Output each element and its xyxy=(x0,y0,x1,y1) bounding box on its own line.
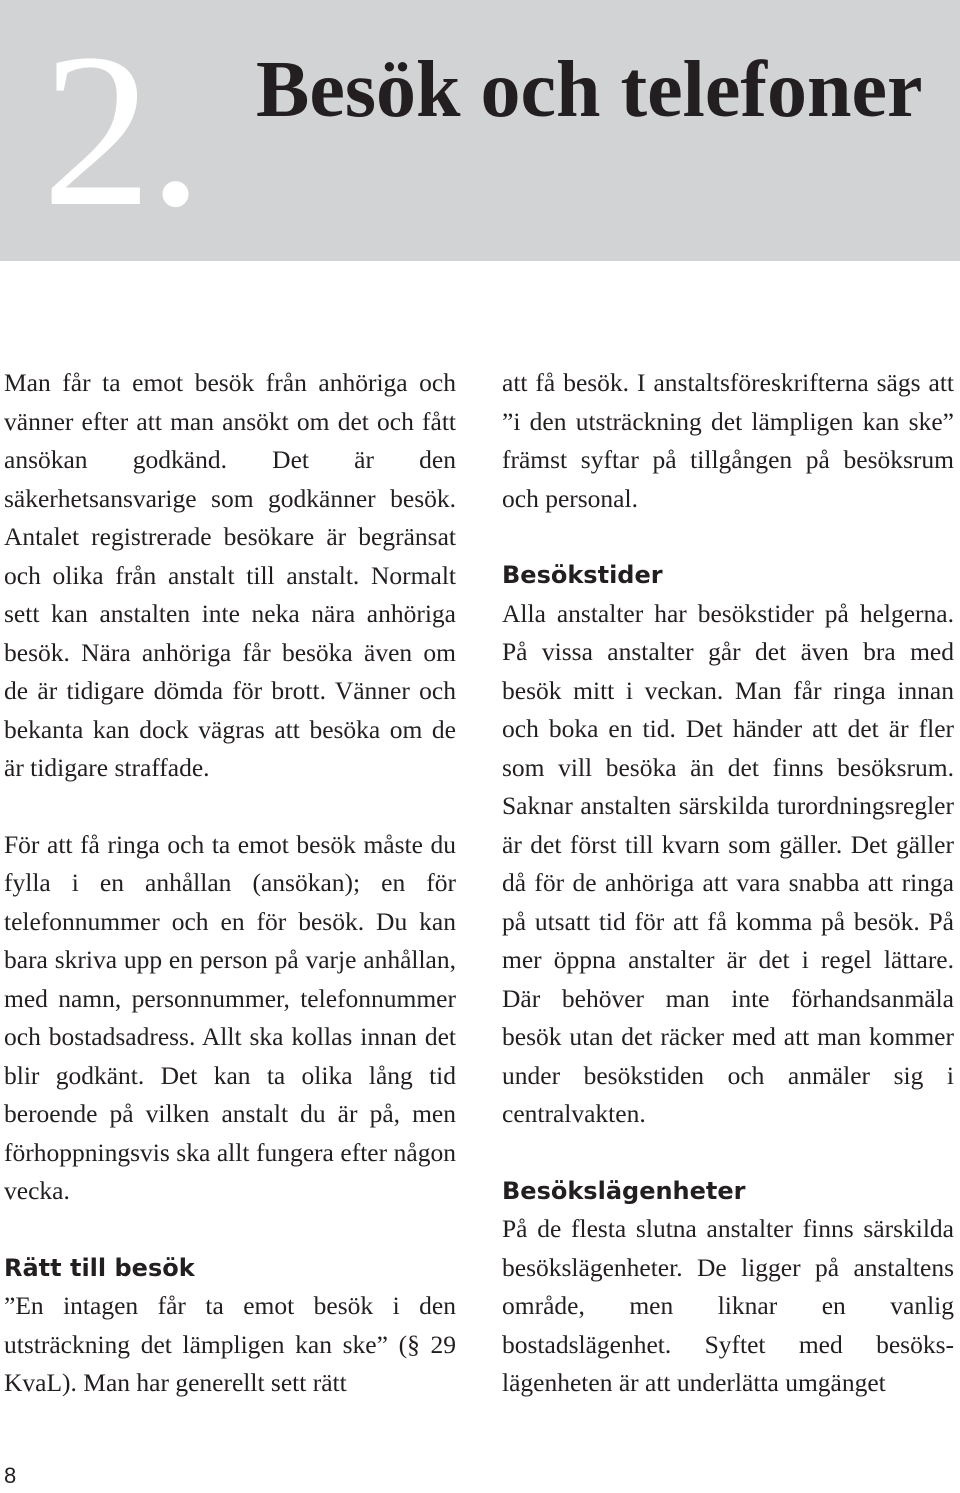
left-paragraph-application: För att få ringa och ta emot besök måste du fylla i en anhållan (ansökan); en för telefonnummer och en för besök. Du kan bara skriva upp en person på varje anhållan, med namn, personnummer, telefonnummer och bostadsadress. Allt ska kollas innan det blir godkänt. Det kan ta olika lång tid beroende på vilken anstalt du är på, men förhoppningsvis ska allt fungera efter någon vecka. xyxy=(4,829,456,1205)
heading-besokslagenheter: Besökslägenheter xyxy=(502,1176,746,1205)
heading-ratt-till-besok: Rätt till besök xyxy=(4,1253,195,1282)
page-number: 8 xyxy=(4,1463,17,1488)
chapter-title: Besök och telefoner xyxy=(256,46,923,134)
right-column xyxy=(502,364,954,1403)
right-paragraph-visiting-apartments: På de flesta slutna anstalter finns särskilda besökslägenheter. De ligger på anstaltens område, men liknar en vanlig bostadslägenhet. Syftet med besökslägenheten är att underlätta umgänget xyxy=(502,1214,954,1397)
chapter-number: 2. xyxy=(42,8,199,252)
left-paragraph-intro: Man får ta emot besök från anhöriga och vänner efter att man ansökt om det och fått ansökan godkänd. Det är den säkerhetsansvarige som godkänner besök. Antalet registrerade besökare är begränsat och olika från anstalt till anstalt. Normalt sett kan anstalten inte neka nära anhöriga besök. Nära anhöriga får besöka även om de är tidigare dömda för brott. Vänner och bekanta kan dock vägras att besöka om de är tidigare straffade. xyxy=(4,368,456,782)
heading-besokstider: Besökstider xyxy=(502,561,663,589)
left-paragraph-law-quote: ”En intagen får ta emot besök i den utsträckning det lämpligen kan ske” (§ 29 KvaL). Man har generellt sett rätt xyxy=(4,1291,456,1397)
left-column xyxy=(4,364,456,1403)
right-paragraph-continued: att få besök. I anstaltsföreskrifterna sägs att ”i den utsträckning det lämpligen kan ske” främst syftar på tillgången på besöksrum och personal. xyxy=(502,368,954,513)
chapter-header-band xyxy=(0,0,960,261)
right-paragraph-visiting-hours: Alla anstalter har besökstider på helgerna. På vissa anstalter går det även bra med besök mitt i veckan. Man får ringa innan och boka en tid. Det händer att det är fler som vill besöka än det finns besöksrum. Saknar anstalten särskilda turordningsregler är det först till kvarn som gäller. Det gäller då för de anhöriga att vara snabba att ringa på utsatt tid för att få komma på besök. På mer öppna anstalter är det i regel lättare. Där behöver man inte förhandsanmäla besök utan det räcker med att man kommer under besökstiden och anmäler sig i centralvakten. xyxy=(502,598,954,1128)
